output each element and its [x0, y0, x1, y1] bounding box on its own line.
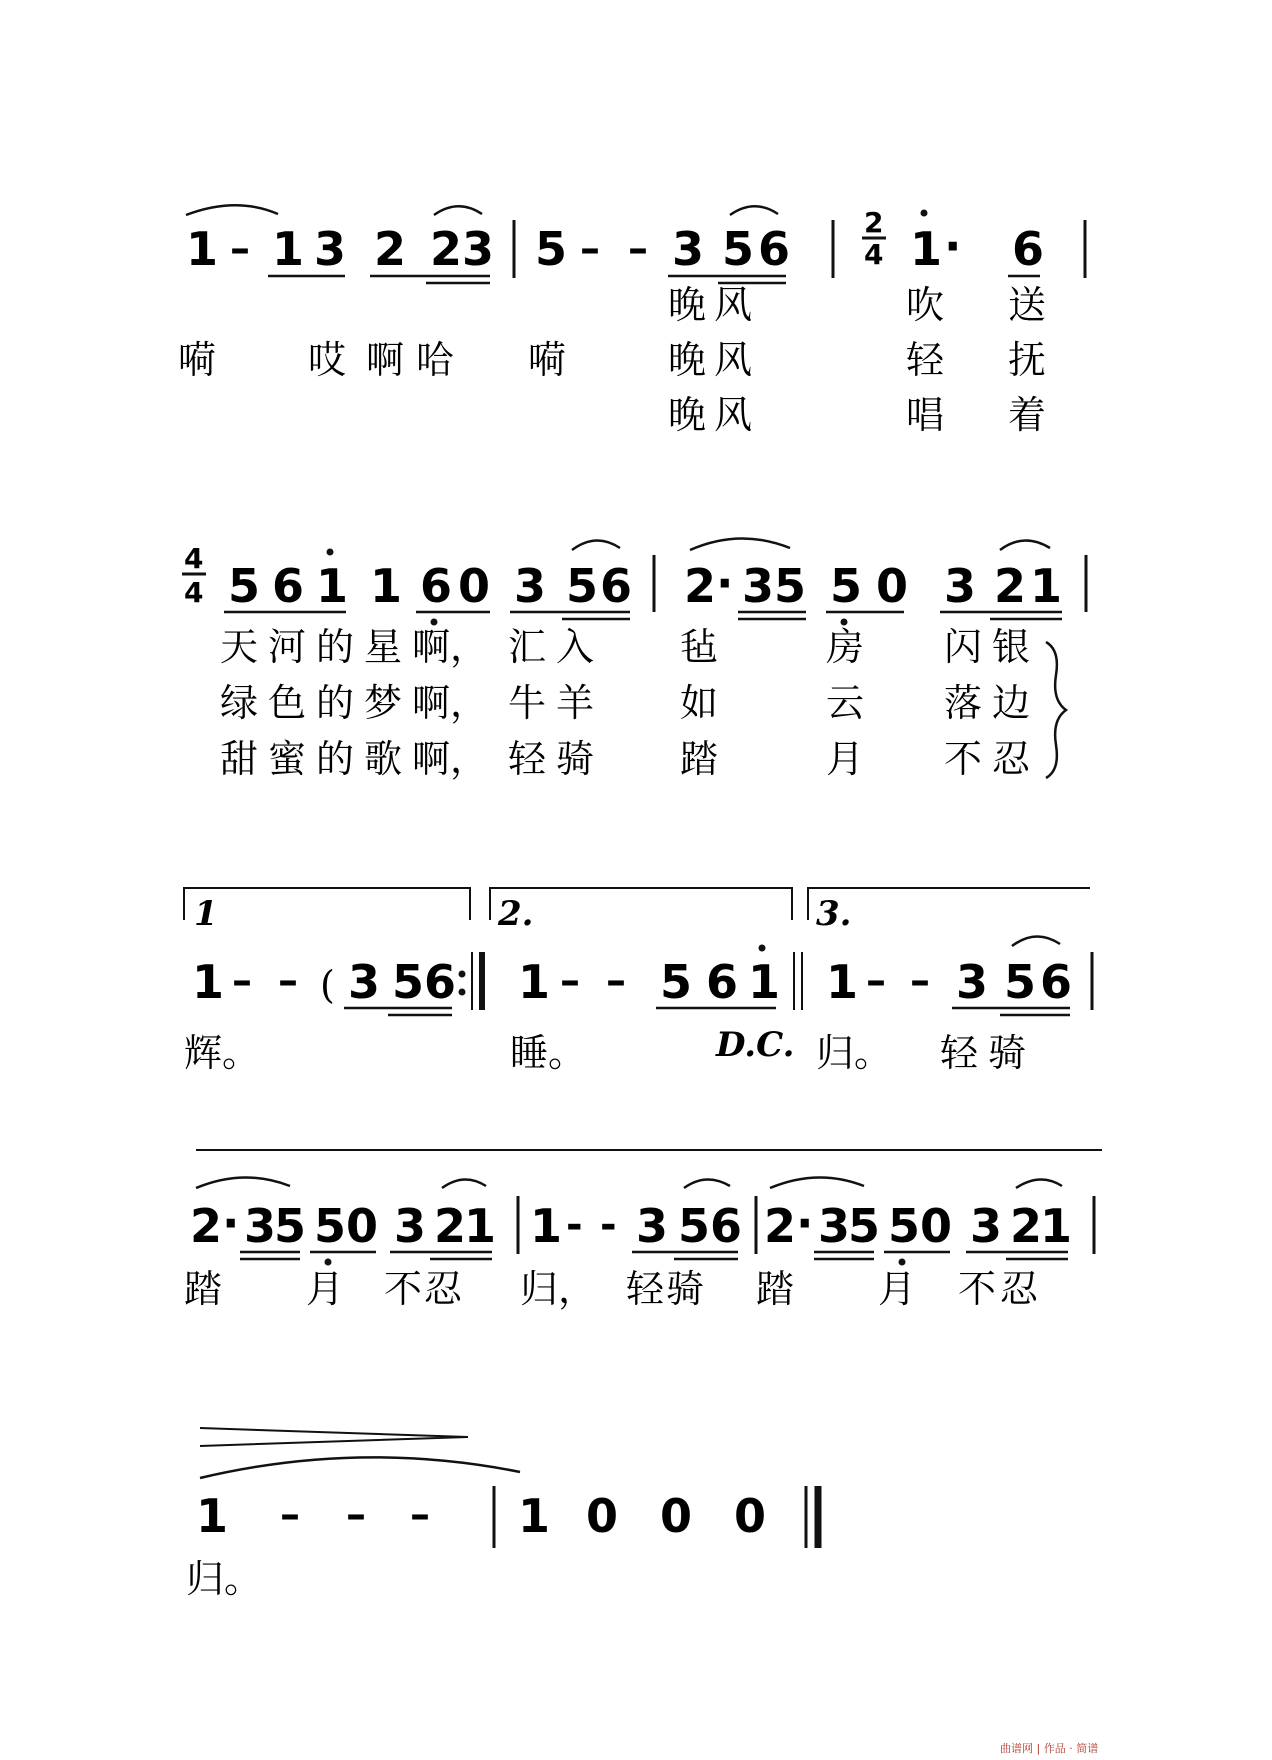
lyric: 汇	[508, 625, 547, 669]
lyric: 睡。	[510, 1031, 587, 1075]
note: 0	[346, 1199, 379, 1253]
note: 0	[586, 1489, 619, 1543]
lyric: 不	[958, 1267, 997, 1311]
lyric: 辉。	[184, 1031, 261, 1075]
dot: ·	[716, 556, 734, 610]
slur	[434, 206, 482, 215]
note: 3	[672, 222, 705, 276]
dash-note: –	[628, 226, 648, 272]
lyric: 蜜	[268, 737, 307, 781]
lyric: 天	[220, 625, 259, 669]
note: 3	[944, 559, 977, 613]
lyric: 边	[992, 681, 1031, 725]
note: 1	[1040, 1199, 1073, 1253]
decrescendo-mark	[200, 1428, 468, 1446]
lyric: 风	[714, 393, 753, 437]
dash-note: -	[600, 1202, 617, 1248]
slur	[770, 1177, 864, 1188]
note: 1	[530, 1199, 563, 1253]
note: 5	[274, 1199, 307, 1253]
note: 1	[192, 955, 225, 1009]
note: 2	[374, 222, 407, 276]
lyric: 忍	[992, 737, 1031, 781]
slur	[572, 540, 620, 550]
lyric: 归。	[816, 1031, 893, 1075]
note: 5	[660, 955, 693, 1009]
note: 3	[742, 559, 775, 613]
note: 3	[394, 1199, 427, 1253]
lyric: 毡	[680, 625, 719, 669]
note: 2	[994, 559, 1027, 613]
lyric: 啊，	[412, 681, 489, 725]
note: 0	[876, 559, 909, 613]
volta-label: 2.	[498, 894, 534, 934]
volta-bracket-2	[490, 888, 792, 920]
lyric: 的	[316, 625, 355, 669]
slur	[442, 1179, 486, 1188]
lyric: 归。	[186, 1557, 263, 1601]
lyric: 啊，	[412, 737, 489, 781]
note: 1	[272, 222, 305, 276]
lyric: 月	[826, 737, 865, 781]
lyric: 骑	[556, 737, 595, 781]
note: 6	[424, 955, 457, 1009]
dash-note: –	[346, 1492, 366, 1538]
lyric: 着	[1008, 393, 1047, 437]
time-signature-bottom: 4	[184, 576, 204, 609]
note: 6	[272, 559, 305, 613]
slur	[1016, 1179, 1062, 1188]
note: 5	[848, 1199, 881, 1253]
lyric: 如	[680, 681, 719, 725]
note: 5	[535, 222, 568, 276]
repeat-dot	[459, 989, 466, 996]
note: 3	[462, 222, 495, 276]
score-line-2	[182, 538, 1086, 781]
lyric: 河	[268, 625, 307, 669]
dash-note: –	[232, 958, 252, 1004]
note: 6	[420, 559, 453, 613]
note: 3	[818, 1199, 851, 1253]
lyric: 轻	[940, 1031, 979, 1075]
slur	[730, 206, 778, 215]
note: 0	[660, 1489, 693, 1543]
note: 3	[244, 1199, 277, 1253]
note: 1	[826, 955, 859, 1009]
note: 3	[314, 222, 347, 276]
note: 1	[316, 559, 349, 613]
lyric: 入	[556, 625, 595, 669]
note: 6	[1040, 955, 1073, 1009]
note: 1	[1030, 559, 1063, 613]
octave-dot-low	[899, 1259, 906, 1266]
lyric: 踏	[680, 737, 719, 781]
note: 1	[910, 222, 943, 276]
slur	[186, 205, 278, 215]
lyric: 晚	[668, 338, 707, 382]
dash-note: –	[560, 958, 580, 1004]
dash-note: –	[910, 958, 930, 1004]
note: 5	[228, 559, 261, 613]
octave-dot	[327, 549, 334, 556]
score-line-5	[186, 1428, 818, 1601]
lyric: 轻	[626, 1267, 665, 1311]
lyric: 啊，	[412, 625, 489, 669]
volta-label: 3.	[816, 894, 852, 934]
lyric: 哈	[416, 338, 455, 382]
lyric: 星	[364, 625, 403, 669]
lyric: 哎	[308, 338, 347, 382]
note: 3	[348, 955, 381, 1009]
octave-dot	[921, 210, 928, 217]
dash-note: –	[580, 226, 600, 272]
lyric: 踏	[756, 1267, 795, 1311]
lyric: 梦	[364, 681, 403, 725]
time-signature-top: 2	[864, 206, 884, 239]
score-line-3	[184, 888, 1092, 1075]
lyric: 抚	[1008, 338, 1047, 382]
lyric: 的	[316, 737, 355, 781]
lyric: 牛	[508, 681, 547, 725]
score-line-1	[178, 205, 1085, 437]
note: 5	[678, 1199, 711, 1253]
note: 3	[970, 1199, 1003, 1253]
note: 5	[830, 559, 863, 613]
volta-label: 1	[194, 894, 218, 934]
lyric: 羊	[556, 681, 595, 725]
note: 1	[186, 222, 219, 276]
note: 1	[518, 955, 551, 1009]
note: 3	[956, 955, 989, 1009]
lyric: 唱	[906, 393, 945, 437]
note: 6	[1012, 222, 1045, 276]
note: 0	[734, 1489, 767, 1543]
lyric: 骑	[988, 1031, 1027, 1075]
lyric: 风	[714, 338, 753, 382]
note: 1	[748, 955, 781, 1009]
note: 3	[636, 1199, 669, 1253]
note: 1	[370, 559, 403, 613]
dash-note: –	[280, 1492, 300, 1538]
lyric: 晚	[668, 393, 707, 437]
note: 6	[600, 559, 633, 613]
verse-brace	[1046, 642, 1066, 778]
lyric: 歌	[364, 737, 403, 781]
note: 2	[190, 1199, 223, 1253]
lyric: 忍	[1000, 1267, 1039, 1311]
note: 2	[684, 559, 717, 613]
lyric: 晚	[668, 283, 707, 327]
dot: ·	[796, 1196, 814, 1250]
note: 5	[888, 1199, 921, 1253]
paren: (	[320, 963, 335, 1007]
dash-note: –	[410, 1492, 430, 1538]
lyric: 甜	[220, 737, 259, 781]
note: 3	[514, 559, 547, 613]
note: 2	[434, 1199, 467, 1253]
lyric: 不	[944, 737, 983, 781]
note: 6	[710, 1199, 743, 1253]
lyric: 风	[714, 283, 753, 327]
slur	[196, 1177, 290, 1188]
dash-note: –	[866, 958, 886, 1004]
note: 0	[458, 559, 491, 613]
note: 6	[758, 222, 791, 276]
note: 5	[314, 1199, 347, 1253]
time-signature-top: 4	[184, 542, 204, 575]
lyric: 绿	[220, 681, 259, 725]
note: 2	[430, 222, 463, 276]
note: 0	[920, 1199, 953, 1253]
da-capo-mark: D.C.	[716, 1025, 795, 1065]
note: 2	[764, 1199, 797, 1253]
lyric: 月	[306, 1267, 345, 1311]
note: 5	[774, 559, 807, 613]
repeat-dot	[459, 971, 466, 978]
dot: ·	[222, 1196, 240, 1250]
octave-dot	[759, 945, 766, 952]
slur	[1012, 936, 1060, 946]
dash-note: –	[230, 226, 250, 272]
lyric: 月	[878, 1267, 917, 1311]
slur	[690, 538, 790, 550]
note: 5	[566, 559, 599, 613]
dash-note: –	[606, 958, 626, 1004]
note: 1	[464, 1199, 497, 1253]
note: 6	[706, 955, 739, 1009]
lyric: 嗬	[178, 338, 217, 382]
lyric: 吹	[906, 283, 945, 327]
octave-dot-low	[325, 1259, 332, 1266]
note: 5	[1004, 955, 1037, 1009]
note: 5	[722, 222, 755, 276]
dash-note: -	[566, 1202, 583, 1248]
lyric: 闪	[944, 625, 983, 669]
lyric: 落	[944, 681, 983, 725]
slur	[200, 1457, 520, 1478]
dot: ·	[944, 219, 962, 273]
lyric: 色	[268, 681, 307, 725]
lyric: 的	[316, 681, 355, 725]
lyric: 嗬	[528, 338, 567, 382]
lyric: 房	[826, 625, 865, 669]
lyric: 归，	[520, 1267, 597, 1311]
volta-bracket-1	[184, 888, 470, 920]
slur	[1000, 540, 1050, 550]
slur	[684, 1179, 730, 1188]
lyric: 送	[1008, 283, 1047, 327]
lyric: 不	[384, 1267, 423, 1311]
watermark: 曲谱网 | 作品 · 简谱	[1000, 1742, 1099, 1755]
lyric: 踏	[184, 1267, 223, 1311]
lyric: 云	[826, 681, 865, 725]
lyric: 轻	[508, 737, 547, 781]
note: 2	[1010, 1199, 1043, 1253]
lyric: 轻	[906, 338, 945, 382]
score-line-4	[184, 1177, 1094, 1311]
note: 5	[392, 955, 425, 1009]
note: 1	[196, 1489, 229, 1543]
lyric: 啊	[366, 338, 405, 382]
note: 1	[518, 1489, 551, 1543]
lyric: 银	[992, 625, 1031, 669]
lyric: 骑	[666, 1267, 705, 1311]
dash-note: –	[278, 958, 298, 1004]
lyric: 忍	[424, 1267, 463, 1311]
time-signature-bottom: 4	[864, 238, 884, 271]
